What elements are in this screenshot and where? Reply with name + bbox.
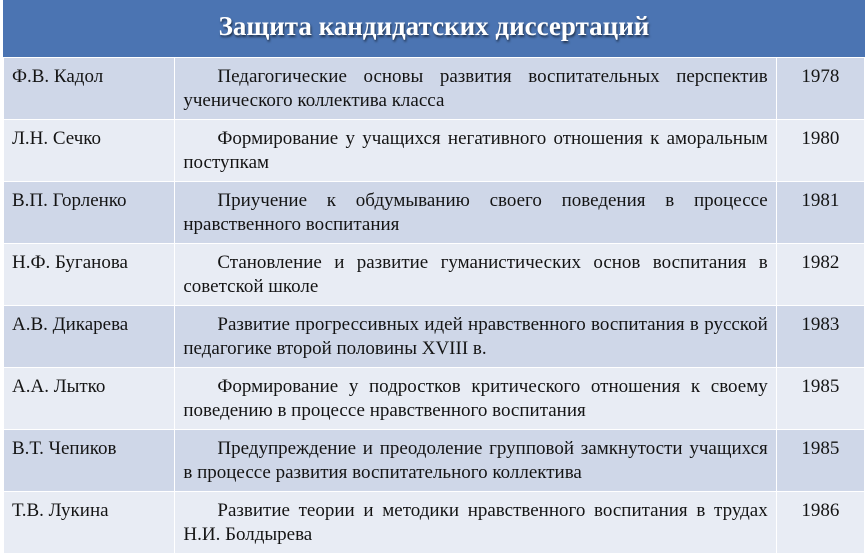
- topic-cell: Развитие теории и методики нравственного воспитания в трудах Н.И. Болдырева: [175, 492, 776, 554]
- topic-cell: Развитие прогрессивных идей нравственного воспитания в русской педагогике второй половины XVIII в.: [175, 306, 776, 368]
- author-cell: В.Т. Чепиков: [4, 430, 175, 492]
- table-row: [4, 368, 865, 430]
- table-row: [4, 182, 865, 244]
- table-row: [4, 430, 865, 492]
- year-cell: 1981: [776, 182, 864, 244]
- year-cell: 1978: [776, 58, 864, 120]
- author-cell: В.П. Горленко: [4, 182, 175, 244]
- year-cell: 1985: [776, 430, 864, 492]
- topic-cell: Становление и развитие гуманистических основ воспитания в советской школе: [175, 244, 776, 306]
- year-cell: 1983: [776, 306, 864, 368]
- table-row: [4, 244, 865, 306]
- author-cell: Н.Ф. Буганова: [4, 244, 175, 306]
- year-cell: 1980: [776, 120, 864, 182]
- year-cell: 1986: [776, 492, 864, 554]
- topic-cell: Формирование у учащихся негативного отношения к аморальным поступкам: [175, 120, 776, 182]
- dissertations-table: [3, 57, 865, 554]
- page-title: Защита кандидатских диссертаций: [3, 0, 865, 57]
- author-cell: А.В. Дикарева: [4, 306, 175, 368]
- topic-cell: Предупреждение и преодоление групповой замкнутости учащихся в процессе развития воспитательного коллектива: [175, 430, 776, 492]
- year-cell: 1982: [776, 244, 864, 306]
- author-cell: Ф.В. Кадол: [4, 58, 175, 120]
- table-row: [4, 58, 865, 120]
- author-cell: Л.Н. Сечко: [4, 120, 175, 182]
- table-row: [4, 492, 865, 554]
- table-row: [4, 120, 865, 182]
- topic-cell: Приучение к обдумыванию своего поведения в процессе нравственного воспитания: [175, 182, 776, 244]
- topic-cell: Педагогические основы развития воспитательных перспектив ученического коллектива класса: [175, 58, 776, 120]
- author-cell: А.А. Лытко: [4, 368, 175, 430]
- author-cell: Т.В. Лукина: [4, 492, 175, 554]
- topic-cell: Формирование у подростков критического отношения к своему поведению в процессе нравственного воспитания: [175, 368, 776, 430]
- table-row: [4, 306, 865, 368]
- year-cell: 1985: [776, 368, 864, 430]
